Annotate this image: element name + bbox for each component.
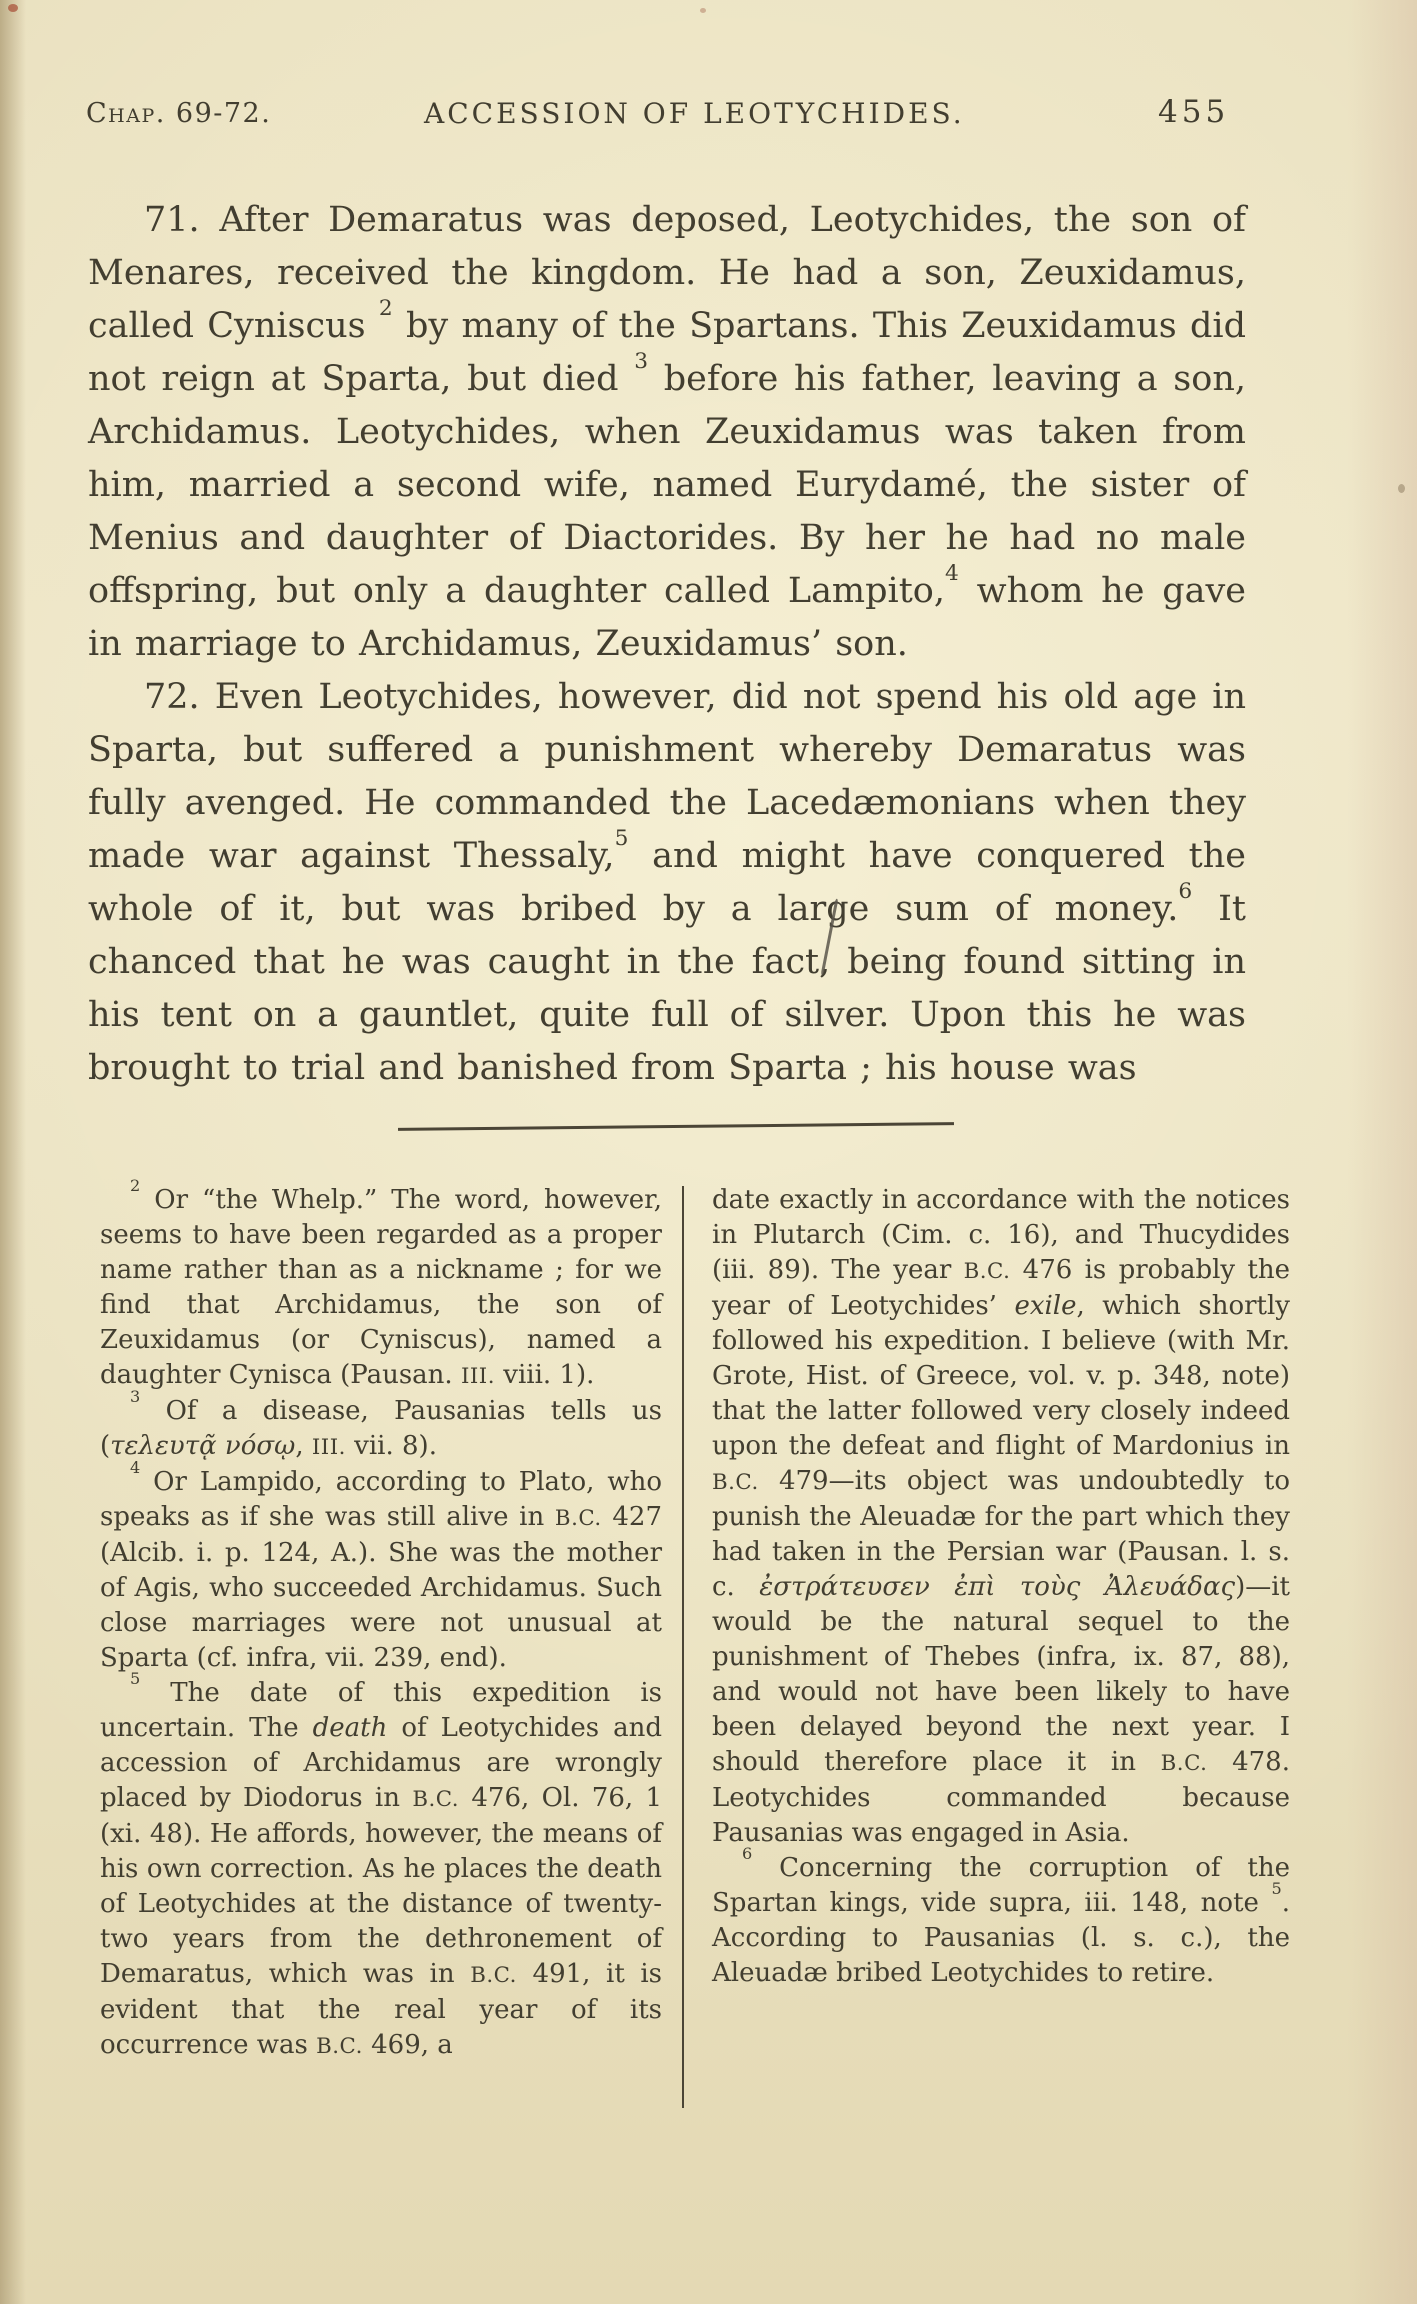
text-segment: Of a disease, Pausanias tells us ( [100,1396,662,1461]
text-segment-italic: exile [1014,1291,1077,1321]
text-segment: by many of the Spartans. This Zeuxidamus did not reign at Sparta, but died [88,306,1246,399]
text-segment: of Leotychides and accession of Archidamus are wrongly placed by Diodorus in [100,1713,662,1813]
text-segment-smallcaps: B.C. [1160,1751,1208,1776]
text-segment: 479—its object was undoubtedly to punish the Aleuadæ for the part which they had taken in the Persian war (Pausan. l. s. c. [712,1466,1290,1602]
text-segment: viii. 1). [494,1360,595,1390]
footnote-column-divider [682,1186,684,2108]
scan-speck [700,8,706,13]
text-segment: )—it would be the natural sequel to the punishment of Thebes (infra, ix. 87, 88), and would not have been likely to have been delayed beyond the next year. I should therefore place it in [712,1572,1290,1777]
chapter-label: Chap. 69-72. [86,98,272,129]
text-segment: 476, Ol. 76, 1 (xi. 48). He affords, however, the means of his own correction. As he places the death of Leotychides at the distance of twenty-two years from the dethronement of Demaratus, which was in [100,1783,662,1989]
text-segment-smallcaps: B.C. [963,1259,1011,1284]
text-segment: Concerning the corruption of the Spartan kings, vide supra, iii. 148, note [712,1853,1290,1918]
text-segment: , [295,1431,312,1461]
text-segment: before his father, leaving a son, Archidamus. Leotychides, when Zeuxidamus was taken from him, married a second wife, named Eurydamé, the sister of Menius and daughter of Diactorides. By her he had no male offspring, but only a daughter called Lampito, [88,359,1246,611]
text-segment-smallcaps: B.C. [316,2034,363,2059]
text-segment: 491, it is evident that the real year of its occurrence was [100,1959,662,2060]
page-number: 455 [1158,94,1230,130]
paragraph-71 [88,194,1246,671]
text-segment-smallcaps: III. [311,1435,346,1460]
text-segment: Or “the Whelp.” The word, however, seems to have been regarded as a proper name rather than as a nickname ; for we find that Archidamus, the son of Zeuxidamus (or Cyniscus), named a daughter Cynisca (Pausan. [100,1185,662,1390]
footnote-5 [100,1669,662,2064]
running-title: ACCESSION OF LEOTYCHIDES. [424,97,965,130]
footnotes-right-column [712,1183,1290,1991]
footnote-4 [100,1458,663,1676]
scan-speck [1398,484,1405,493]
footnote-separator-rule [398,1122,954,1131]
text-segment: . According to Pausanias (l. s. c.), the Aleuadæ bribed Leotychides to retire. [712,1888,1290,1988]
text-segment: whom he gave in marriage to Archidamus, Zeuxidamus’ son. [88,571,1246,664]
footnote-2 [100,1176,662,1394]
text-segment-sup: 5 [1271,1879,1282,1899]
text-segment-sup: 2 [130,1176,141,1196]
text-segment-sup: 4 [130,1458,141,1478]
text-segment: 72. Even Leotychides, however, did not spend his old age in Sparta, but suffered a punishment whereby Demaratus was fully avenged. He commanded the Lacedæmonians when they made war against Thessaly, [88,677,1246,876]
text-segment: 427 (Alcib. i. p. 124, A.). She was the mother of Agis, who succeeded Archidamus. Such close marriages were not unusual at Sparta (cf. infra, vii. 239, end). [100,1502,663,1673]
paragraph-72 [88,671,1246,1095]
text-segment-smallcaps: B.C. [470,1963,517,1988]
text-segment: 478. Leotychides commanded because Pausanias was engaged in Asia. [712,1747,1290,1848]
text-segment-sup: 5 [614,825,629,851]
text-segment-sup: 2 [378,295,393,321]
scan-speck [8,4,18,12]
text-segment-italic: τελευτᾷ νόσῳ [110,1431,296,1461]
text-segment: It chanced that he was caught in the fact, being found sitting in his tent on a gauntlet, quite full of silver. Upon this he was brought to trial and banished from Sparta ; his house was [88,889,1246,1088]
text-segment-sup: 4 [945,560,959,586]
text-segment: date exactly in accordance with the notices in Plutarch (Cim. c. 16), and Thucydides (iii. 89). The year [712,1185,1290,1285]
text-segment-sup: 5 [130,1669,141,1689]
text-segment: The date of this expedition is uncertain. The [100,1678,662,1743]
text-segment: Or Lampido, according to Plato, who speaks as if she was still alive in [100,1467,662,1532]
footnotes-left-column [100,1176,663,2064]
text-segment-italic: death [312,1713,388,1743]
text-segment: 469, a [362,2030,453,2060]
text-segment-smallcaps: III. [460,1364,495,1389]
page-edge-shadow-left [0,0,26,2304]
page-edge-shadow-right [1347,0,1417,2304]
text-segment-sup: 3 [130,1387,141,1407]
footnote-5-continued [712,1183,1290,1851]
text-segment-smallcaps: B.C. [554,1506,602,1531]
text-segment-sup: 3 [634,348,649,374]
text-segment-italic: ἐστράτευσεν ἐπὶ τοὺς Ἀλευάδας [759,1572,1236,1602]
text-segment: 71. After Demaratus was deposed, Leotychides, the son of Menares, received the kingdom. He had a son, Zeuxidamus, called Cyniscus [88,200,1246,346]
text-segment: and might have conquered the whole of it, but was bribed by a large sum of money. [88,836,1246,929]
footnote-6 [712,1844,1290,1991]
text-segment: 476 is probably the year of Leotychides’ [712,1255,1290,1321]
text-segment-smallcaps: B.C. [712,1470,759,1495]
footnote-3 [100,1387,662,1465]
main-text-block [88,194,1246,1095]
text-segment-sup: 6 [1178,878,1193,904]
text-segment-sup: 6 [742,1844,753,1864]
text-segment: , which shortly followed his expedition. I believe (with Mr. Grote, Hist. of Greece, vol. v. p. 348, note) that the latter followed very closely indeed upon the defeat and flight of Mardonius in [712,1291,1290,1461]
text-segment-smallcaps: B.C. [412,1787,460,1812]
text-segment: vii. 8). [345,1431,437,1461]
